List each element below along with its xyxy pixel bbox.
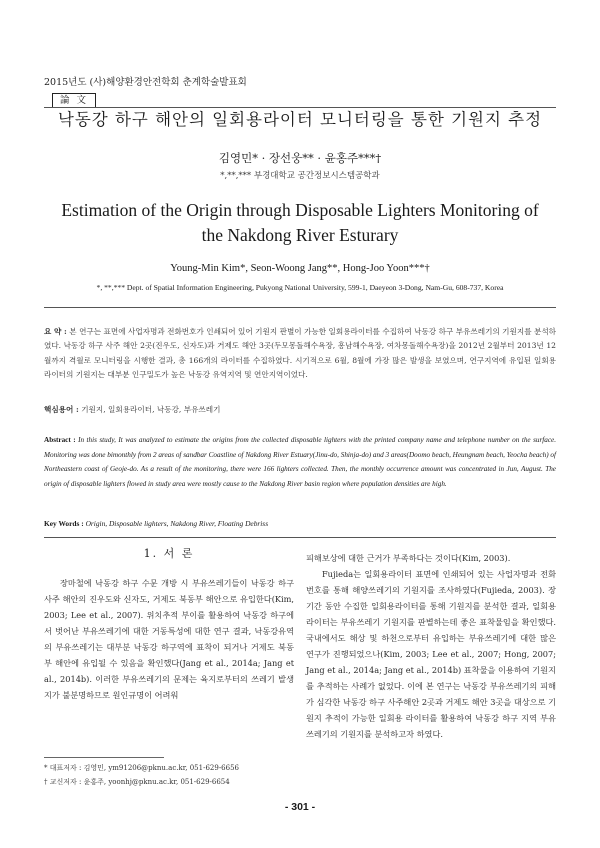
body-right-paragraph-2: Fujieda는 일회용라이터 표면에 인쇄되어 있는 사업자명과 전화번호를 통해 해양쓰레기의 기원지를 조사하였다(Fujieda, 2003). 장기간 동안 수집한 일회용라이터를 통해 기원지를 분석한 결과, 일회용라이터는 부유쓰레기 기원지를 판별하는데 좋은 표착물임을 확인했다. 국내에서도 해상 및 하천으로부터 유입하는 부유쓰레기에 대한 많은 연구가 진행되었으나(Kim, 2003; Lee et al., 2007; Hong, 2007; Jang et al., 2014a; Jang et al., 2014b) 표착물을 이용하여 기원지를 추적하는 사례가 없었다. 이에 본 연구는 낙동강 부유쓰레기의 피해가 심각한 낙동강 하구 사주해안 2곳과 거제도 해안 3곳을 대상으로 기원지 추적이 가능한 일회용 라이터를 활용하여 낙동강 하구 지역 부유쓰레기의 기원지를 분석하고자 하였다. <box>306 569 556 739</box>
english-authors: Young-Min Kim*, Seon-Woong Jang**, Hong-Joo Yoon***† <box>170 263 430 274</box>
korean-keywords <box>44 404 220 415</box>
footnote-rule <box>44 757 164 758</box>
english-affiliation: *, **,*** Dept. of Spatial Information Engineering, Pukyong National University, 599-1, Daeyeon 3-Dong, Nam-Gu, 608-737, Korea <box>96 283 504 292</box>
korean-keywords-text: 기원지, 일회용라이터, 낙동강, 부유쓰레기 <box>81 405 221 414</box>
english-keywords <box>44 519 268 528</box>
body-column-right <box>306 550 556 742</box>
korean-keywords-label: 핵심용어 : <box>44 405 79 414</box>
footnote-corresponding-author: † 교신저자 : 윤홍주, yoonhj@pknu.ac.kr, 051-629-6654 <box>44 778 230 786</box>
english-title <box>0 198 600 248</box>
body-column-left <box>44 575 294 703</box>
korean-authors: 김영민* · 장선웅** · 윤홍주***† <box>218 151 382 165</box>
body-rule-top <box>44 537 556 538</box>
abstract-rule-top <box>44 307 556 308</box>
paper-type-tag: 論 文 <box>52 93 96 108</box>
english-keywords-text: Origin, Disposable lighters, Nakdong River, Floating Debriss <box>85 519 269 528</box>
body-right-paragraph-1: 피해보상에 대한 근거가 부족하다는 것이다(Kim, 2003). <box>306 553 511 563</box>
english-title-line2: the Nakdong River Esturary <box>201 225 399 245</box>
english-abstract-text: In this study, It was analyzed to estimate the origins from the collected disposable lighters with the printed company name and telephone number on the surface. Monitoring was done bimonthly from 2 areas of sandbar Coastline of Nakdong River Estuary(Jinu-do, Shinja-do) and 3 areas(Doomo beach, Heungnam beach, Yeocha beach) of Northeastern coast of Geoje-do. As a result of the monitoring, there were 166 lighters collected. Then, the monthly occurrence amount was concentrated in Jun, August. The origin of disposable lighters flowed in study area were mostly cause to the Nakdong River basin region where population densities are high. <box>44 436 557 488</box>
english-abstract <box>44 433 556 491</box>
korean-title: 낙동강 하구 해안의 일회용라이터 모니터링을 통한 기원지 추정 <box>57 110 543 129</box>
footnote-first-author: * 대표저자 : 김영민, ym91206@pknu.ac.kr, 051-629-6656 <box>44 764 239 772</box>
conference-header: 2015년도 (사)해양환경안전학회 춘계학술발표회 <box>44 77 247 88</box>
korean-abstract-label: 요 약 : <box>44 327 67 336</box>
section-title: 1. 서 론 <box>143 547 195 560</box>
english-abstract-label: Abstract : <box>44 436 76 444</box>
page-number: - 301 - <box>284 801 316 813</box>
english-title-line1: Estimation of the Origin through Disposable Lighters Monitoring of <box>61 200 539 220</box>
korean-abstract <box>44 325 556 383</box>
english-keywords-label: Key Words : <box>44 519 84 528</box>
korean-abstract-text: 본 연구는 표면에 사업자명과 전화번호가 인쇄되어 있어 기원지 판별이 가능한 일회용라이터를 수집하여 낙동강 하구 부유쓰레기의 기원지를 분석하였다. 낙동강 하구 사주 해안 2곳(진우도, 신자도)과 거제도 해안 3곳(두모몽돌해수욕장, 흥남해수욕장, 여차몽돌해수욕장)을 2012년 2월부터 2013년 12월까지 격월로 모니터링을 시행한 결과, 총 166개의 라이터를 수집하였다. 시기적으로 6월, 8월에 가장 많은 발생을 보였으며, 연구지역에 유입된 일회용 라이터의 기원지는 대부분 인구밀도가 높은 낙동강 유역지역 및 연안지역이었다. <box>44 327 556 380</box>
korean-affiliation: *,**,*** 부경대학교 공간정보시스템공학과 <box>220 171 380 181</box>
body-left-paragraph: 장마철에 낙동강 하구 수문 개방 시 부유쓰레기들이 낙동강 하구 사주 해안의 진우도와 신자도, 거제도 북동부 해안으로 유입한다(Kim, 2003; Lee et al., 2007). 위치추적 부이를 활용하여 낙동강 하구에서 벗어난 부유쓰레기에 대한 거동특성에 대한 연구 결과, 낙동강유역의 부유쓰레기는 대부분 낙동강 하구역에 표착이 되거나 거제도 북동부 해안에 유입될 수 있음을 확인했다(Jang et al., 2014a; Jang et al., 2014b). 이러한 부유쓰레기의 문제는 육지로부터의 쓰레기 발생지가 불분명하므로 원인규명이 어려워 <box>44 578 294 700</box>
